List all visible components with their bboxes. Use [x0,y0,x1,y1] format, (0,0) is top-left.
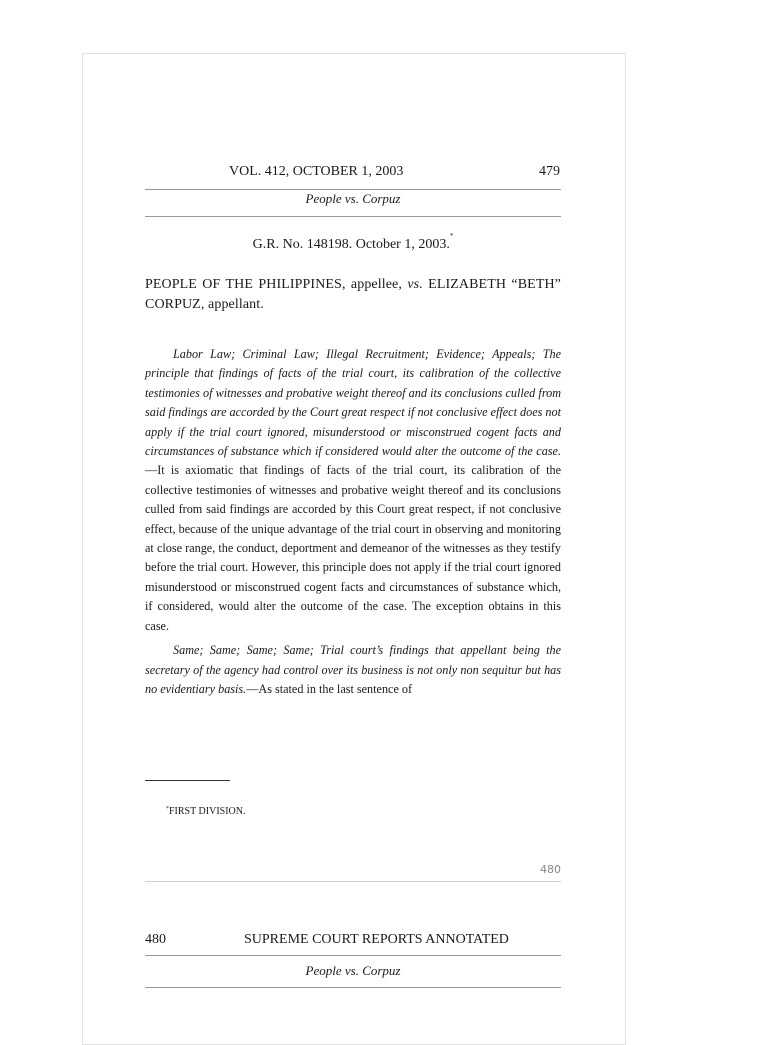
page-separator [145,881,561,882]
parties-appellee: PEOPLE OF THE PHILIPPINES, appellee, [145,277,402,292]
footnote-rule [145,780,230,781]
header-rule-top [145,189,561,190]
case-parties [145,275,561,315]
syllabus-1-headnote: Labor Law; Criminal Law; Illegal Recruitment; Evidence; Appeals; The principle that findings of facts of the trial court, its calibration of the collective testimonies of witnesses and probative weight thereof and its conclusions culled from said findings are accorded by the Court great respect if not conclusive effect does not apply if the trial court ignored, misunderstood or misconstrued cogent facts and circumstances of substance which if considered would alter the outcome of the case. [145,347,561,459]
page2-header-title: SUPREME COURT REPORTS ANNOTATED [244,932,509,947]
case-number-text: G.R. No. 148198. October 1, 2003. [252,237,450,252]
page2-rule-top [145,955,561,956]
syllabus [145,345,561,699]
parties-appellant: ELIZABETH “BETH” CORPUZ, appellant. [145,277,561,312]
syllabus-paragraph-1 [145,345,561,636]
syllabus-2-text: —As stated in the last sentence of [246,681,413,696]
page2-rule-bottom [145,987,561,988]
page2-running-title: People vs. Corpuz [305,963,401,978]
page-label: 480 [540,863,561,876]
page2-number: 480 [145,932,166,947]
parties-vs: vs. [407,277,423,292]
case-footnote-mark: * [449,232,454,240]
running-title: People vs. Corpuz [305,191,401,206]
volume-header: VOL. 412, OCTOBER 1, 2003 [229,164,404,179]
footnote-mark: * [166,806,169,812]
footnote [166,806,246,817]
footnote-text: FIRST DIVISION. [169,806,246,817]
page-number: 479 [539,164,560,179]
case-number [145,232,561,253]
syllabus-1-text: —It is axiomatic that findings of facts of the trial court, its calibration of the collective testimonies of witnesses and probative weight thereof and its conclusions culled from said findings are accorded by this Court great respect, if not conclusive effect, because of the unique advantage of the trial court in observing and monitoring at close range, the conduct, deportment and demeanor of the witnesses as they testify before the trial court. However, this principle does not apply if the trial court ignored misunderstood or misconstrued cogent facts and circumstances of substance which, if considered, would alter the outcome of the case. The exception obtains in this case. [145,463,561,633]
syllabus-paragraph-2 [145,641,561,699]
syllabus-2-headnote: Same; Same; Same; Same; Trial court’s findings that appellant being the secretary of the agency had control over its business is not only non sequitur but has no evidentiary basis. [145,643,561,696]
header-rule-bottom [145,216,561,217]
